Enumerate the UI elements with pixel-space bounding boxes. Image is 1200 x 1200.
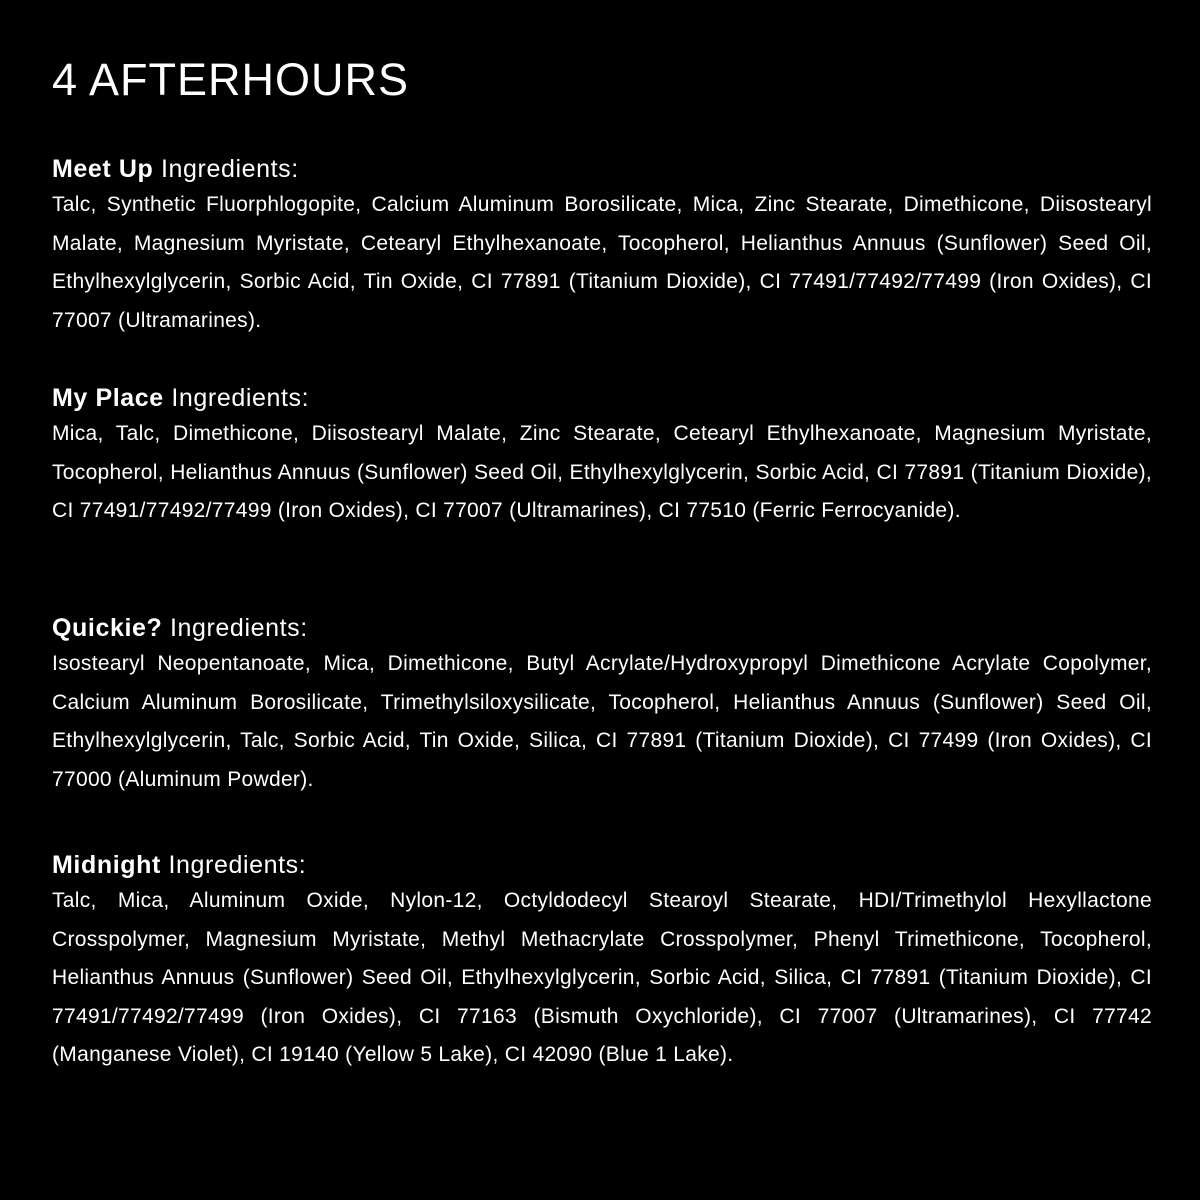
ingredients-section-midnight: [52, 848, 1152, 1075]
ingredients-section-my-place: [52, 381, 1152, 531]
product-name: Midnight: [52, 851, 161, 879]
ingredients-list: Talc, Mica, Aluminum Oxide, Nylon-12, Octyldodecyl Stearoyl Stearate, HDI/Trimethylol Hexyllactone Crosspolymer, Magnesium Myristate, Methyl Methacrylate Crosspolymer, Phenyl Trimethicone, Tocopherol, Helianthus Annuus (Sunflower) Seed Oil, Ethylhexylglycerin, Sorbic Acid, Silica, CI 77891 (Titanium Dioxide), CI 77491/77492/77499 (Iron Oxides), CI 77163 (Bismuth Oxychloride), CI 77007 (Ultramarines), CI 77742 (Manganese Violet), CI 19140 (Yellow 5 Lake), CI 42090 (Blue 1 Lake).: [52, 889, 1152, 1066]
section-heading: [52, 152, 1152, 186]
section-heading: [52, 611, 1152, 645]
ingredients-label: Ingredients:: [169, 614, 308, 642]
ingredients-section-meet-up: [52, 152, 1152, 340]
section-heading: [52, 381, 1152, 415]
ingredients-label: Ingredients:: [171, 384, 310, 412]
ingredients-label: Ingredients:: [160, 155, 299, 183]
product-name: Quickie?: [52, 614, 163, 642]
ingredients-label: Ingredients:: [168, 851, 307, 879]
ingredients-list: Isostearyl Neopentanoate, Mica, Dimethicone, Butyl Acrylate/Hydroxypropyl Dimethicone Acrylate Copolymer, Calcium Aluminum Borosilicate, Trimethylsiloxysilicate, Tocopherol, Helianthus Annuus (Sunflower) Seed Oil, Ethylhexylglycerin, Talc, Sorbic Acid, Tin Oxide, Silica, CI 77891 (Titanium Dioxide), CI 77499 (Iron Oxides), CI 77000 (Aluminum Powder).: [52, 652, 1152, 791]
product-name: My Place: [52, 384, 164, 412]
ingredients-list: Mica, Talc, Dimethicone, Diisostearyl Malate, Zinc Stearate, Cetearyl Ethylhexanoate, Magnesium Myristate, Tocopherol, Helianthus Annuus (Sunflower) Seed Oil, Ethylhexylglycerin, Sorbic Acid, CI 77891 (Titanium Dioxide), CI 77491/77492/77499 (Iron Oxides), CI 77007 (Ultramarines), CI 77510 (Ferric Ferrocyanide).: [52, 422, 1152, 522]
page-title: 4 AFTERHOURS: [52, 54, 410, 105]
ingredients-list: Talc, Synthetic Fluorphlogopite, Calcium Aluminum Borosilicate, Mica, Zinc Stearate, Dimethicone, Diisostearyl Malate, Magnesium Myristate, Cetearyl Ethylhexanoate, Tocopherol, Helianthus Annuus (Sunflower) Seed Oil, Ethylhexylglycerin, Sorbic Acid, Tin Oxide, CI 77891 (Titanium Dioxide), CI 77491/77492/77499 (Iron Oxides), CI 77007 (Ultramarines).: [52, 193, 1152, 332]
product-name: Meet Up: [52, 155, 154, 183]
section-heading: [52, 848, 1152, 882]
ingredients-section-quickie: [52, 611, 1152, 799]
